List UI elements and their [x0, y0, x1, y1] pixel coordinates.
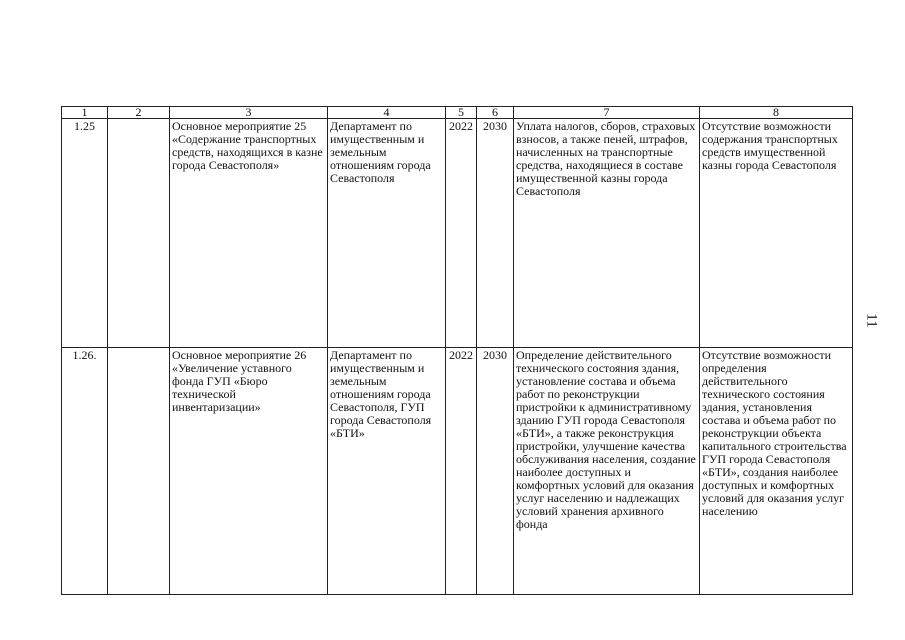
header-cell-7: 7 — [514, 107, 700, 119]
consequence: Отсутствие возможности содержания транспортных средств имущественной казны города Севастополя — [700, 119, 853, 348]
page-number: 11 — [863, 313, 880, 328]
expected-result: Уплата налогов, сборов, страховых взносов, а также пеней, штрафов, начисленных на транспортные средства, находящиеся в составе имущественной казны города Севастополя — [514, 119, 700, 348]
header-cell-2: 2 — [108, 107, 170, 119]
header-cell-3: 3 — [170, 107, 328, 119]
table-row — [62, 348, 853, 595]
consequence: Отсутствие возможности определения действительного технического состояния здания, установления состава и объема работ по реконструкции объекта капитального строительства ГУП города Севастополя «БТИ», создания наиболее доступных и комфортных условий для оказания услуг населению — [700, 348, 853, 595]
start-year: 2022 — [446, 119, 477, 348]
end-year: 2030 — [477, 348, 514, 595]
program-table — [61, 106, 853, 595]
header-row — [62, 107, 853, 119]
row-number: 1.26. — [62, 348, 108, 595]
header-cell-1: 1 — [62, 107, 108, 119]
row-col2 — [108, 119, 170, 348]
event-name: Основное мероприятие 25 «Содержание транспортных средств, находящихся в казне города Севастополя» — [170, 119, 328, 348]
executor: Департамент по имущественным и земельным отношениям города Севастополя, ГУП города Севастополя «БТИ» — [328, 348, 446, 595]
row-number: 1.25 — [62, 119, 108, 348]
start-year: 2022 — [446, 348, 477, 595]
executor: Департамент по имущественным и земельным отношениям города Севастополя — [328, 119, 446, 348]
table-row — [62, 119, 853, 348]
header-cell-6: 6 — [477, 107, 514, 119]
header-cell-4: 4 — [328, 107, 446, 119]
header-cell-5: 5 — [446, 107, 477, 119]
header-cell-8: 8 — [700, 107, 853, 119]
event-name: Основное мероприятие 26 «Увеличение уставного фонда ГУП «Бюро технической инвентаризации» — [170, 348, 328, 595]
end-year: 2030 — [477, 119, 514, 348]
expected-result: Определение действительного технического состояния здания, установление состава и объема работ по реконструкции пристройки к административному зданию ГУП города Севастополя «БТИ», а также реконструкция пристройки, улучшение качества обслуживания населения, создание наиболее доступных и комфортных условий для оказания услуг населению и надлежащих условий хранения архивного фонда — [514, 348, 700, 595]
row-col2 — [108, 348, 170, 595]
